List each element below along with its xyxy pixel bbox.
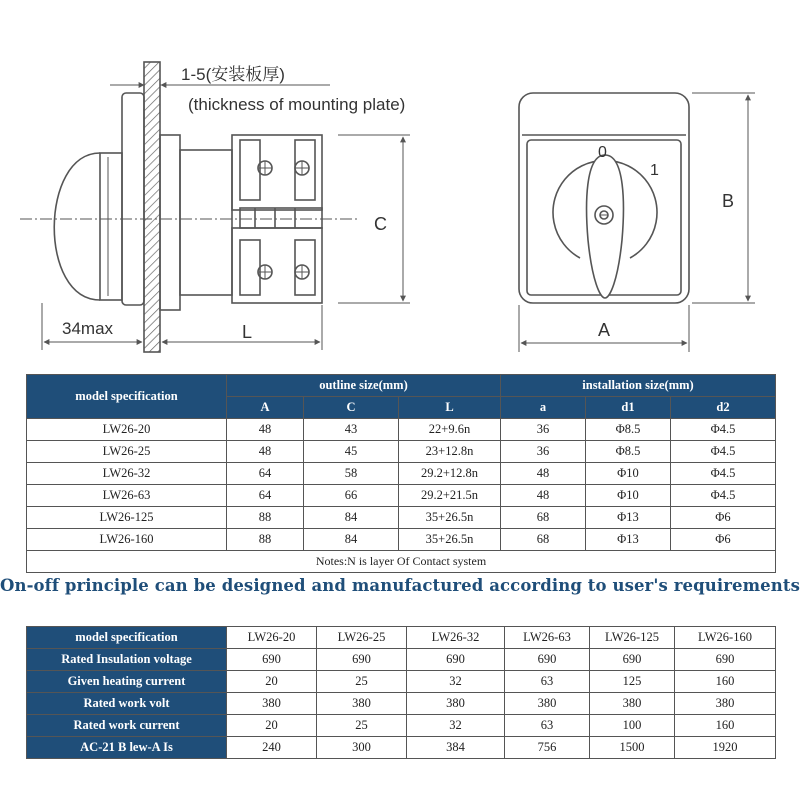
table-cell: 84 [304,507,399,529]
table-cell: 22+9.6n [399,419,501,441]
table-cell: 23+12.8n [399,441,501,463]
table-cell: 380 [227,693,317,715]
table-cell: 380 [590,693,675,715]
table-cell: 48 [501,463,586,485]
table-cell: 48 [227,441,304,463]
model-spec-header: model specification [27,375,227,419]
table-cell: 35+26.5n [399,507,501,529]
table-cell: Φ13 [586,529,671,551]
table-cell: 64 [227,463,304,485]
table-cell: 690 [407,649,505,671]
col-header-d1: d1 [586,397,671,419]
col-header-a: a [501,397,586,419]
table-cell: 32 [407,715,505,737]
table-cell: 32 [407,671,505,693]
table-cell: 25 [317,671,407,693]
col-header-d2: d2 [671,397,776,419]
table-cell: 756 [505,737,590,759]
table-cell: Φ10 [586,485,671,507]
table-cell: 690 [675,649,776,671]
table-cell: 1500 [590,737,675,759]
table-cell: 63 [505,715,590,737]
model-header: LW26-20 [227,627,317,649]
row-header: Rated work volt [27,693,227,715]
table-cell: 100 [590,715,675,737]
table-cell: 160 [675,715,776,737]
table-cell: 380 [317,693,407,715]
table-cell: 66 [304,485,399,507]
ratings-table [26,626,776,759]
table-cell: 68 [501,507,586,529]
col-header-C: C [304,397,399,419]
table-cell: 43 [304,419,399,441]
table-row [27,671,776,693]
table-cell: Φ6 [671,507,776,529]
table-cell: 58 [304,463,399,485]
table-cell: 36 [501,419,586,441]
table-cell: LW26-25 [27,441,227,463]
table-cell: 35+26.5n [399,529,501,551]
table-cell: 20 [227,715,317,737]
outline-size-header: outline size(mm) [227,375,501,397]
table-cell: 690 [317,649,407,671]
dim-a-label: A [598,320,611,340]
table-row [27,529,776,551]
table-cell: 690 [590,649,675,671]
table-cell: LW26-125 [27,507,227,529]
table-row [27,693,776,715]
col-header-A: A [227,397,304,419]
table-row [27,737,776,759]
position-1-label: 1 [650,162,659,179]
table-cell: 29.2+21.5n [399,485,501,507]
table-cell: 36 [501,441,586,463]
table-cell: 20 [227,671,317,693]
table-cell: Φ4.5 [671,463,776,485]
table-cell: 84 [304,529,399,551]
installation-size-header: installation size(mm) [501,375,776,397]
table-row [27,649,776,671]
outline-size-table [26,374,776,573]
table-cell: 88 [227,529,304,551]
table-cell: 88 [227,507,304,529]
plate-thickness-label: 1-5(安装板厚) [181,65,285,84]
model-header: LW26-125 [590,627,675,649]
table-cell: 384 [407,737,505,759]
table-cell: 63 [505,671,590,693]
custom-design-statement: On-off principle can be designed and manufactured according to user's requirements [0,576,800,595]
table-row [27,419,776,441]
table-cell: Φ8.5 [586,419,671,441]
table-cell: 64 [227,485,304,507]
position-0-label: 0 [598,144,607,161]
row-header: Rated work current [27,715,227,737]
table-cell: Φ4.5 [671,441,776,463]
table-cell: 45 [304,441,399,463]
plate-thickness-label-en: (thickness of mounting plate) [188,95,406,114]
model-spec-header: model specification [27,627,227,649]
table-header-row [27,627,776,649]
table-cell: 380 [675,693,776,715]
front-view [519,93,689,303]
table-row [27,485,776,507]
table-row [27,441,776,463]
table-row [27,715,776,737]
table-row [27,507,776,529]
model-header: LW26-63 [505,627,590,649]
table-cell: Φ13 [586,507,671,529]
table-cell: 29.2+12.8n [399,463,501,485]
table-cell: 380 [407,693,505,715]
table-cell: Φ10 [586,463,671,485]
table-cell: 1920 [675,737,776,759]
table-cell: 125 [590,671,675,693]
model-header: LW26-32 [407,627,505,649]
table-cell: LW26-20 [27,419,227,441]
table-row [27,463,776,485]
table-cell: 25 [317,715,407,737]
table-cell: 690 [227,649,317,671]
model-header: LW26-25 [317,627,407,649]
table-note: Notes:N is layer Of Contact system [27,551,776,573]
table-cell: LW26-32 [27,463,227,485]
table-cell: Φ6 [671,529,776,551]
table-cell: 300 [317,737,407,759]
dim-c-label: C [374,214,387,234]
row-header: AC-21 B lew-A Is [27,737,227,759]
model-header: LW26-160 [675,627,776,649]
table-cell: 68 [501,529,586,551]
table-cell: 380 [505,693,590,715]
table-cell: 48 [227,419,304,441]
row-header: Given heating current [27,671,227,693]
table-cell: LW26-63 [27,485,227,507]
side-dimensions [42,85,410,350]
dim-34max-label: 34max [62,319,114,338]
row-header: Rated Insulation voltage [27,649,227,671]
dim-l-label: L [242,322,253,342]
table-cell: Φ4.5 [671,419,776,441]
table-cell: Φ4.5 [671,485,776,507]
dim-b-label: B [722,191,735,211]
table-cell: Φ8.5 [586,441,671,463]
table-cell: 240 [227,737,317,759]
table-cell: 690 [505,649,590,671]
table-cell: LW26-160 [27,529,227,551]
table-cell: 160 [675,671,776,693]
technical-drawing [0,0,800,365]
table-cell: 48 [501,485,586,507]
col-header-L: L [399,397,501,419]
